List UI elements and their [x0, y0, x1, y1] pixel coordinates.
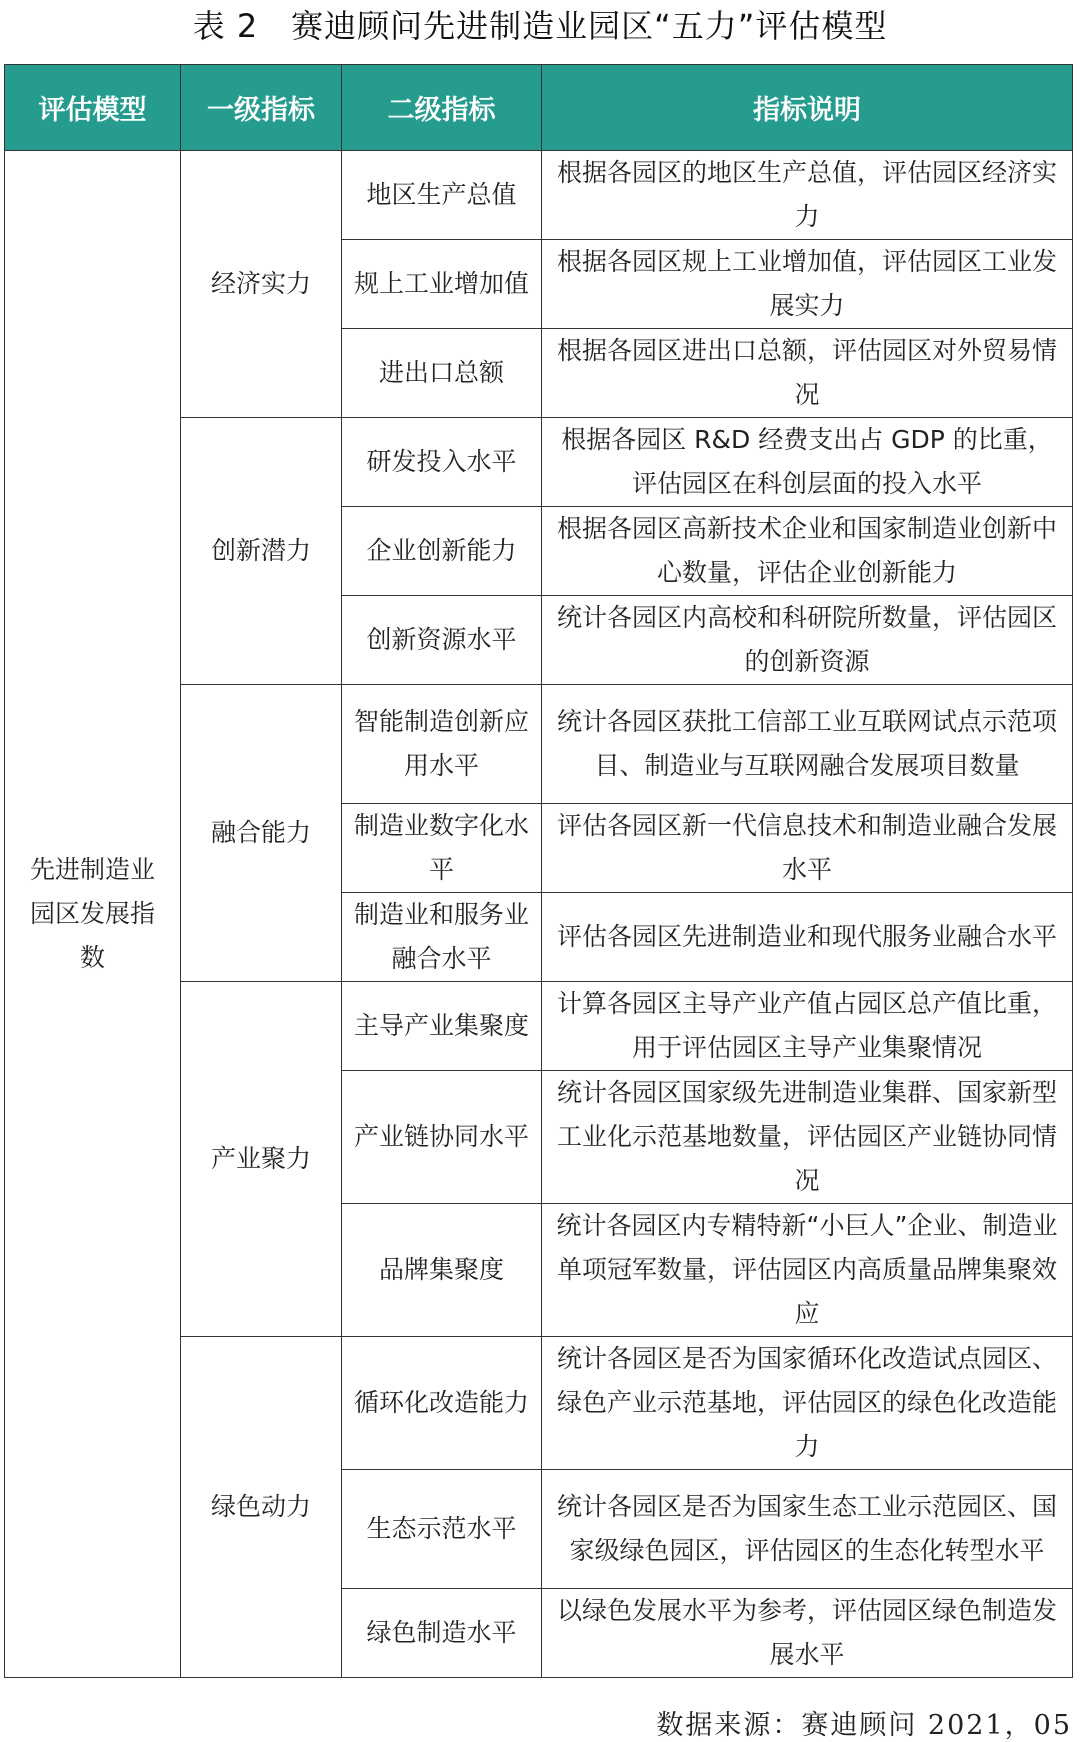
level2-cell: 循环化改造能力 [342, 1337, 542, 1470]
description-cell: 根据各园区进出口总额，评估园区对外贸易情况 [542, 329, 1073, 418]
table-row [5, 151, 1073, 240]
description-cell: 评估各园区先进制造业和现代服务业融合水平 [542, 893, 1073, 982]
description-cell: 根据各园区规上工业增加值，评估园区工业发展实力 [542, 240, 1073, 329]
description-cell: 统计各园区国家级先进制造业集群、国家新型工业化示范基地数量，评估园区产业链协同情况 [542, 1071, 1073, 1204]
header-level2: 二级指标 [342, 65, 542, 151]
level2-cell: 创新资源水平 [342, 596, 542, 685]
description-cell: 统计各园区是否为国家循环化改造试点园区、绿色产业示范基地，评估园区的绿色化改造能力 [542, 1337, 1073, 1470]
description-cell: 统计各园区内高校和科研院所数量，评估园区的创新资源 [542, 596, 1073, 685]
level1-cell: 融合能力 [181, 685, 342, 982]
description-cell: 评估各园区新一代信息技术和制造业融合发展水平 [542, 804, 1073, 893]
description-cell: 统计各园区内专精特新“小巨人”企业、制造业单项冠军数量，评估园区内高质量品牌集聚效应 [542, 1204, 1073, 1337]
level2-cell: 研发投入水平 [342, 418, 542, 507]
level1-cell: 创新潜力 [181, 418, 342, 685]
model-cell: 先进制造业园区发展指数 [5, 151, 181, 1678]
description-cell: 统计各园区获批工信部工业互联网试点示范项目、制造业与互联网融合发展项目数量 [542, 685, 1073, 804]
description-cell: 根据各园区高新技术企业和国家制造业创新中心数量，评估企业创新能力 [542, 507, 1073, 596]
level2-cell: 企业创新能力 [342, 507, 542, 596]
level1-cell: 产业聚力 [181, 982, 342, 1337]
header-model: 评估模型 [5, 65, 181, 151]
level2-cell: 制造业和服务业融合水平 [342, 893, 542, 982]
header-description: 指标说明 [542, 65, 1073, 151]
table-title: 表 2 赛迪顾问先进制造业园区“五力”评估模型 [192, 7, 888, 45]
level2-cell: 品牌集聚度 [342, 1204, 542, 1337]
description-cell: 以绿色发展水平为参考，评估园区绿色制造发展水平 [542, 1589, 1073, 1678]
table-header-row [5, 65, 1073, 151]
header-level1: 一级指标 [181, 65, 342, 151]
level1-cell: 绿色动力 [181, 1337, 342, 1678]
description-cell: 根据各园区 R&D 经费支出占 GDP 的比重，评估园区在科创层面的投入水平 [542, 418, 1073, 507]
description-cell: 统计各园区是否为国家生态工业示范园区、国家级绿色园区，评估园区的生态化转型水平 [542, 1470, 1073, 1589]
level2-cell: 进出口总额 [342, 329, 542, 418]
data-source-note: 数据来源：赛迪顾问 2021，05 [656, 1710, 1072, 1741]
description-cell: 根据各园区的地区生产总值，评估园区经济实力 [542, 151, 1073, 240]
evaluation-model-table [4, 64, 1073, 1678]
level2-cell: 绿色制造水平 [342, 1589, 542, 1678]
description-cell: 计算各园区主导产业产值占园区总产值比重，用于评估园区主导产业集聚情况 [542, 982, 1073, 1071]
level2-cell: 主导产业集聚度 [342, 982, 542, 1071]
level1-cell: 经济实力 [181, 151, 342, 418]
level2-cell: 制造业数字化水平 [342, 804, 542, 893]
level2-cell: 规上工业增加值 [342, 240, 542, 329]
evaluation-table-container [4, 64, 1072, 1678]
level2-cell: 产业链协同水平 [342, 1071, 542, 1204]
level2-cell: 地区生产总值 [342, 151, 542, 240]
level2-cell: 智能制造创新应用水平 [342, 685, 542, 804]
level2-cell: 生态示范水平 [342, 1470, 542, 1589]
